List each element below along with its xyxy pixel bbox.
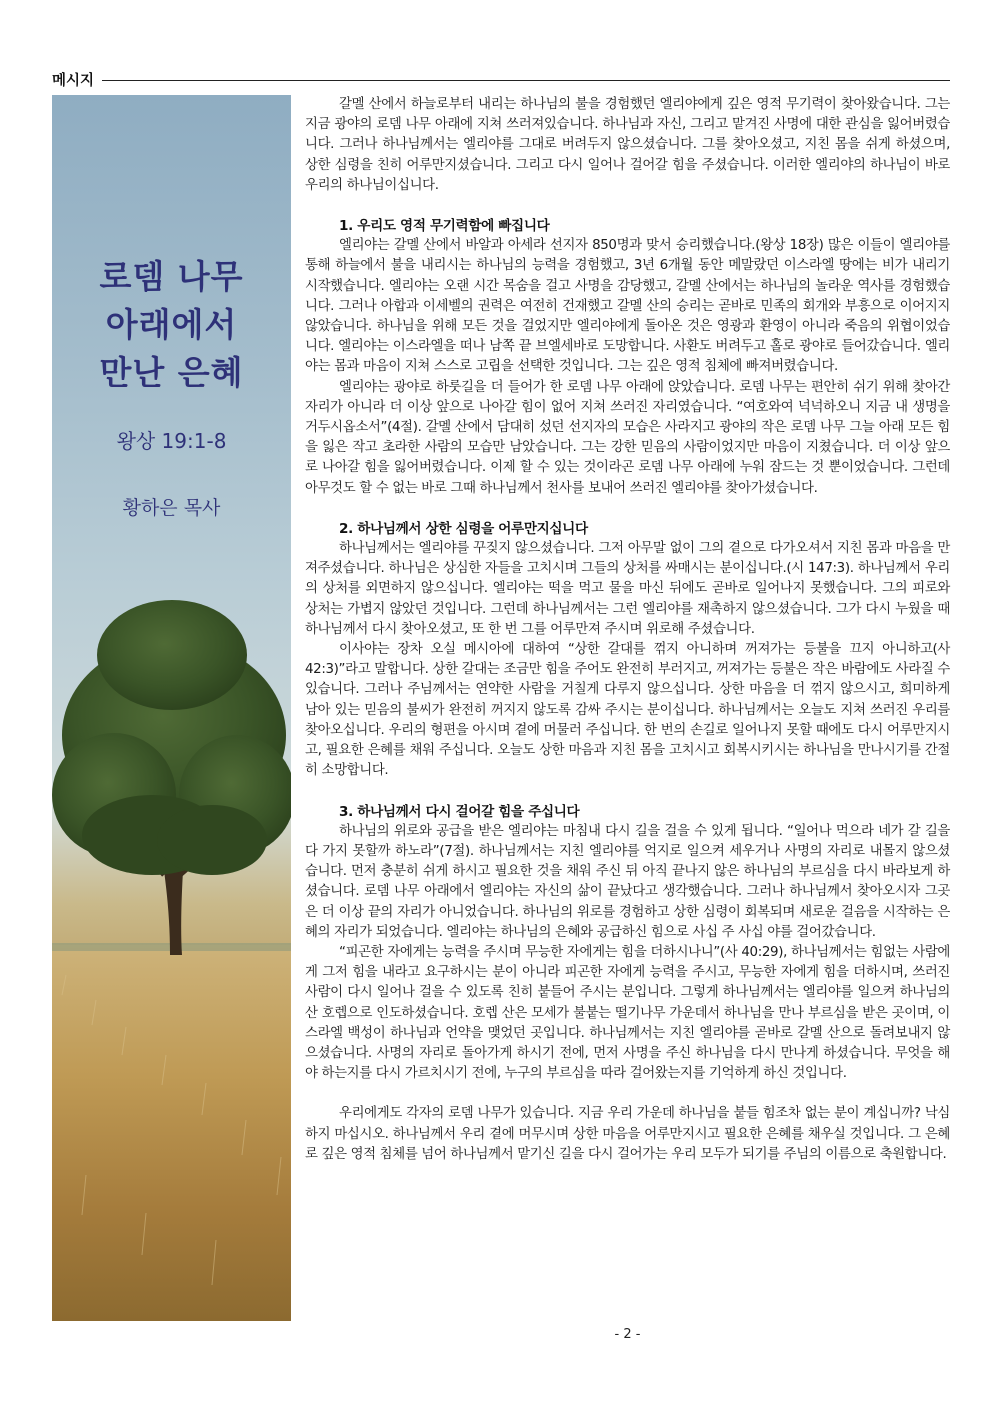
sermon-title-line-1: 로뎀 나무 [99, 257, 244, 296]
closing-paragraph: 우리에게도 각자의 로뎀 나무가 있습니다. 지금 우리 가운데 하나님을 붙들 힘조차 없는 분이 계십니까? 낙심하지 마십시오. 하나님께서 우리 곁에 머무시며 상한 마음을 어루만지시고 필요한 은혜를 채우실 것입니다. 그 은혜로 깊은 영적 침체를 넘어 하나님께서 맡기신 길을 다시 걸어가는 우리 모두가 되기를 주님의 이름으로 축원합니다. [305, 1106, 950, 1162]
section-2-paragraph-1: 하나님께서는 엘리야를 꾸짖지 않으셨습니다. 그저 아무말 없이 그의 곁으로 다가오셔서 지친 몸과 마음을 만져주셨습니다. 하나님은 상심한 자들을 고치시며 그들의 상처를 싸매시는 분이십니다.(시 147:3). 하나님께서 우리의 상처를 외면하지 않으십니다. 엘리야는 떡을 먹고 물을 마신 뒤에도 곧바로 일어나지 못했습니다. 그의 피로와 상처는 가볍지 않았던 것입니다. 그런데 하나님께서는 그런 엘리야를 재촉하지 않으셨습니다. 그가 다시 누웠을 때 하나님께서 다시 찾아오셨고, 또 한 번 그를 어루만져 주시며 위로해 주셨습니다. [305, 541, 950, 637]
section-1-paragraph-2: 엘리야는 광야로 하룻길을 더 들어가 한 로뎀 나무 아래에 앉았습니다. 로뎀 나무는 편안히 쉬기 위해 찾아간 자리가 아니라 더 이상 앞으로 나아갈 힘이 없어 지쳐 쓰러진 자리였습니다. “여호와여 넉넉하오니 지금 내 생명을 거두시옵소서”(4절). 갈멜 산에서 담대히 섰던 선지자의 모습은 사라지고 광야의 작은 로뎀 나무 그늘 아래 모든 힘을 잃은 작고 초라한 사람의 모습만 남았습니다. 그는 강한 믿음의 사람이었지만 마음이 지쳤습니다. 더 이상 앞으로 나아갈 힘을 잃어버렸습니다. 이제 할 수 있는 것이라곤 로뎀 나무 아래에 누워 잠드는 것 뿐이었습니다. 그런데 아무것도 할 수 없는 바로 그때 하나님께서 천사를 보내어 쓰러진 엘리야를 찾아가셨습니다. [305, 379, 950, 496]
spacer [305, 1084, 950, 1104]
spacer [305, 196, 950, 216]
header-rule [102, 80, 950, 81]
spacer [305, 499, 950, 519]
section-heading-2: 2. 하나님께서 상한 심령을 어루만지십니다 [339, 520, 588, 537]
sermon-title-line-2: 아래에서 [105, 305, 238, 344]
intro-paragraph: 갈멜 산에서 하늘로부터 내리는 하나님의 불을 경험했던 엘리야에게 깊은 영적 무기력이 찾아왔습니다. 그는 지금 광야의 로뎀 나무 아래에 지쳐 쓰러져있습니다. 하나님과 자신, 그리고 맡겨진 사명에 대한 관심을 잃어버렸습니다. 그러나 하나님께서는 엘리야를 그대로 버려두지 않으셨습니다. 그를 찾아오셨고, 지친 몸을 쉬게 하셨으며, 상한 심령을 친히 어루만지셨습니다. 그리고 다시 일어나 걸어갈 힘을 주셨습니다. 이러한 엘리야의 하나님이 바로 우리의 하나님이십니다. [305, 97, 950, 193]
author-name: 황하은 목사 [122, 497, 221, 519]
section-3-paragraph-1: 하나님의 위로와 공급을 받은 엘리야는 마침내 다시 길을 걸을 수 있게 됩니다. “일어나 먹으라 네가 갈 길을 다 가지 못할까 하노라”(7절). 하나님께서는 지친 엘리야를 억지로 일으켜 세우거나 사명의 자리로 내몰지 않으셨습니다. 먼저 충분히 쉬게 하시고 필요한 것을 채워 주신 뒤 아직 끝나지 않은 하나님의 부르심을 다시 바라보게 하셨습니다. 로뎀 나무 아래에서 엘리야는 자신의 삶이 끝났다고 생각했습니다. 그러나 하나님께서 찾아오시자 그곳은 더 이상 끝의 자리가 아니었습니다. 하나님의 위로를 경험하고 상한 심령이 회복되며 새로운 걸음을 시작하는 은혜의 자리가 되었습니다. 엘리야는 하나님의 은혜와 공급하신 힘으로 사십 주 사십 야를 걸어갔습니다. [305, 823, 950, 940]
section-heading-1: 1. 우리도 영적 무기력함에 빠집니다 [339, 218, 550, 235]
sermon-title [52, 253, 291, 397]
section-label: 메시지 [52, 72, 95, 89]
section-1-paragraph-1: 엘리야는 갈멜 산에서 바알과 아세라 선지자 850명과 맞서 승리했습니다.(왕상 18장) 많은 이들이 엘리야를 통해 하늘에서 불을 내리시는 하나님의 능력을 경험했고, 3년 6개월 동안 메말랐던 이스라엘 땅에는 비가 내리기 시작했습니다. 엘리야는 오랜 시간 목숨을 걸고 사명을 감당했고, 갈멜 산에서는 하나님의 놀라운 역사를 경험했습니다. 그러나 아합과 이세벨의 권력은 여전히 건재했고 갈멜 산의 승리는 곧바로 민족의 회개와 부흥으로 이어지지 않았습니다. 하나님을 위해 모든 것을 걸었지만 엘리야에게 돌아온 것은 영광과 환영이 아니라 죽음의 위협이었습니다. 엘리야는 이스라엘을 떠나 남쪽 끝 브엘세바로 도망합니다. 사환도 버려두고 홀로 광야로 들어갔습니다. 엘리야는 몸과 마음이 지쳐 스스로 고립을 선택한 것입니다. 그는 깊은 영적 침체에 빠져버렸습니다. [305, 238, 950, 375]
section-2-paragraph-2: 이사야는 장차 오실 메시아에 대하여 “상한 갈대를 꺾지 아니하며 꺼져가는 등불을 끄지 아니하고(사 42:3)”라고 말합니다. 상한 갈대는 조금만 힘을 주어도 완전히 부러지고, 꺼져가는 등불은 작은 바람에도 사라질 수 있습니다. 그러나 주님께서는 연약한 사람을 거칠게 다루지 않으십니다. 상한 마음을 더 꺾지 않으시고, 희미하게 남아 있는 믿음의 불씨가 완전히 꺼지지 않도록 감싸 주시는 분이십니다. 하나님께서는 오늘도 지쳐 쓰러진 우리를 찾아오십니다. 우리의 형편을 아시며 곁에 머물러 주십니다. 한 번의 손길로 일어나지 못할 때에도 다시 어루만지시고, 필요한 은혜를 채워 주십니다. 오늘도 상한 마음과 지친 몸을 고치시고 회복시키시는 하나님을 만나시기를 간절히 소망합니다. [305, 642, 950, 779]
section-heading-3: 3. 하나님께서 다시 걸어갈 힘을 주십니다 [339, 803, 580, 820]
page-number: - 2 - [614, 1327, 641, 1342]
sermon-body [305, 95, 950, 1165]
sidebar-panel [52, 95, 291, 1321]
section-3-paragraph-2: “피곤한 자에게는 능력을 주시며 무능한 자에게는 힘을 더하시나니”(사 40:29), 하나님께서는 힘없는 사람에게 그저 힘을 내라고 요구하시는 분이 아니라 피곤한 자에게 능력을 주시고, 무능한 자에게 힘을 더하시며, 쓰러진 사람이 다시 일어나 걸을 수 있도록 친히 붙들어 주시는 분입니다. 그렇게 하나님께서는 엘리야를 일으켜 하나님의 산 호렙으로 인도하셨습니다. 호렙 산은 모세가 불붙는 떨기나무 가운데서 하나님을 만나 부르심을 받은 곳이며, 이스라엘 백성이 하나님과 언약을 맺었던 곳입니다. 하나님께서는 지친 엘리야를 곧바로 갈멜 산으로 돌려보내지 않으셨습니다. 사명의 자리로 돌아가게 하시기 전에, 먼저 사명을 주신 하나님을 다시 만나게 하셨습니다. 무엇을 해야 하는지를 다시 가르치시기 전에, 누구의 부르심을 따라 걸어왔는지를 기억하게 하신 것입니다. [305, 944, 950, 1082]
page-header [52, 68, 950, 90]
spacer [305, 782, 950, 802]
scripture-reference: 왕상 19:1-8 [116, 429, 227, 453]
sermon-title-line-3: 만난 은혜 [99, 353, 244, 392]
